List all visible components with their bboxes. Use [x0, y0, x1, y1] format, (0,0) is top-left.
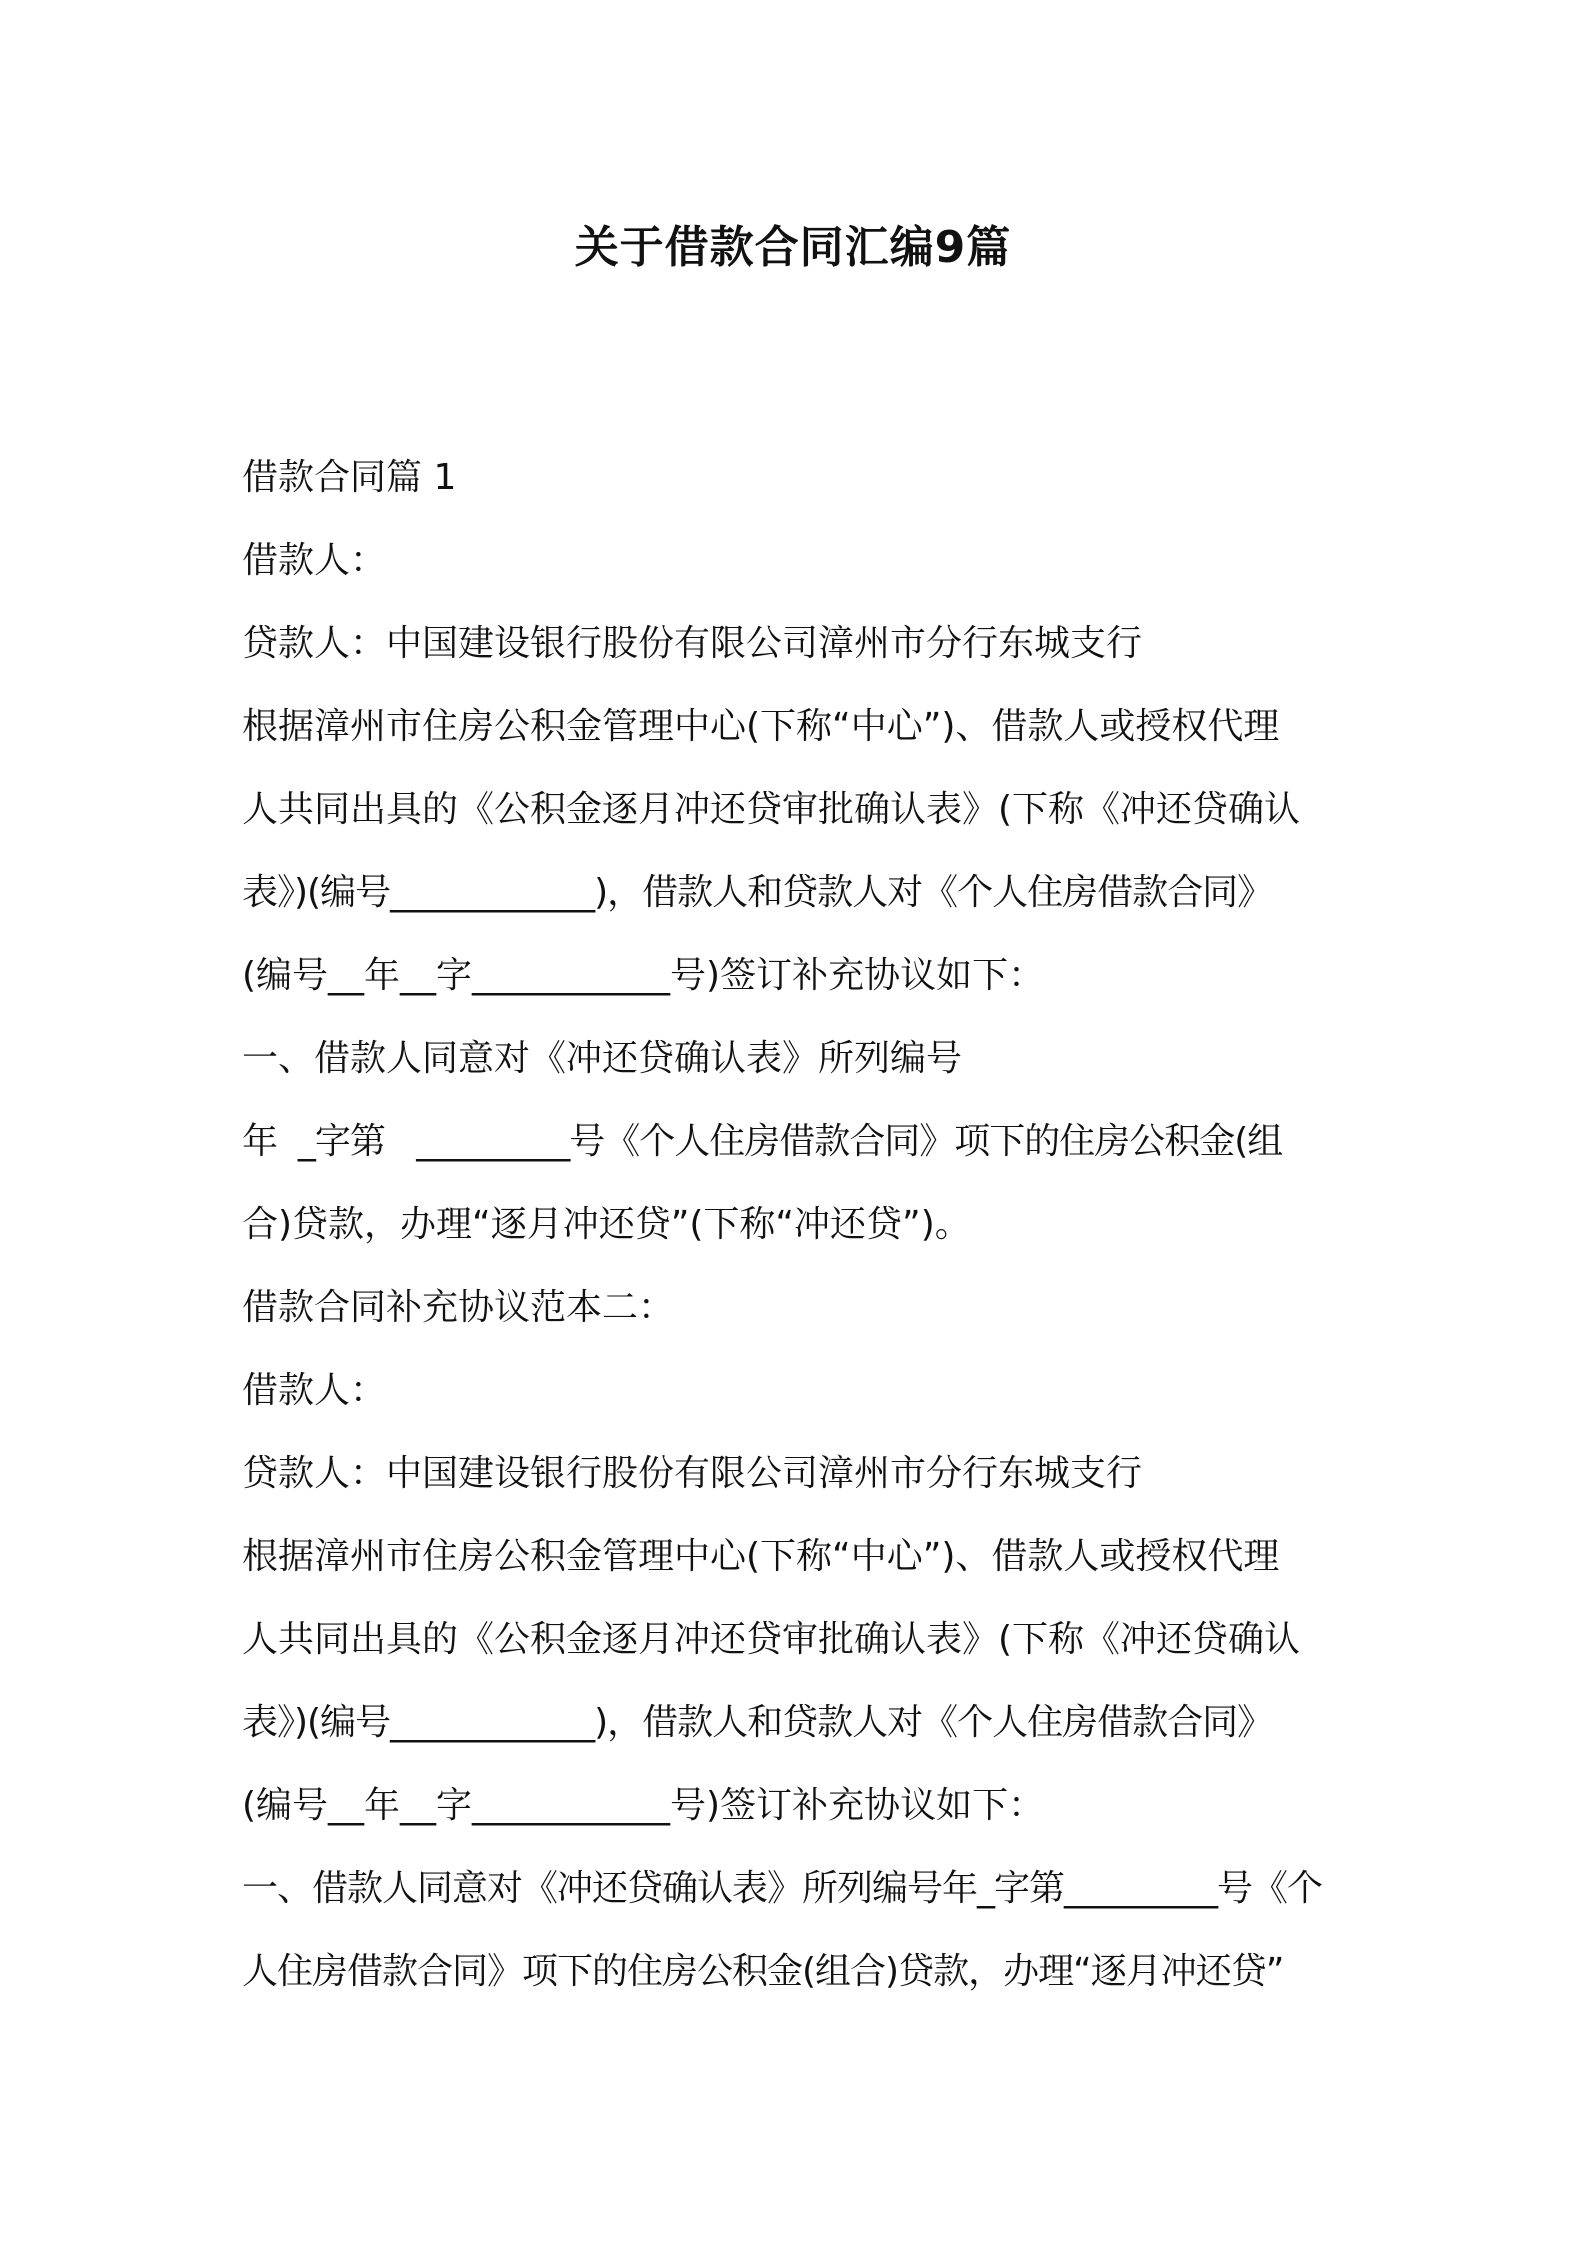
section-heading: 借款合同篇 1: [242, 457, 457, 498]
paragraph-line: 根据漳州市住房公积金管理中心(下称“中心”)、借款人或授权代理: [242, 1536, 1280, 1577]
borrower-line: 借款人：: [242, 1370, 387, 1411]
paragraph-line: (编号__年__字___________号)签订补充协议如下：: [242, 1785, 1045, 1826]
document-title: 关于借款合同汇编9篇: [574, 222, 1012, 273]
clause-line: 年 _字第 _________号《个人住房借款合同》项下的住房公积金(组: [242, 1121, 1283, 1162]
borrower-line: 借款人：: [242, 540, 387, 581]
paragraph-line: 人共同出具的《公积金逐月冲还贷审批确认表》(下称《冲还贷确认: [242, 1619, 1301, 1660]
paragraph-line: (编号__年__字___________号)签订补充协议如下：: [242, 955, 1045, 996]
paragraph-line: 根据漳州市住房公积金管理中心(下称“中心”)、借款人或授权代理: [242, 706, 1280, 747]
clause-line: 一、借款人同意对《冲还贷确认表》所列编号年_字第_________号《个: [242, 1868, 1323, 1909]
paragraph-line: 表》)(编号____________)，借款人和贷款人对《个人住房借款合同》: [242, 872, 1273, 913]
paragraph-line: 人共同出具的《公积金逐月冲还贷审批确认表》(下称《冲还贷确认: [242, 789, 1301, 830]
paragraph-line: 表》)(编号____________)，借款人和贷款人对《个人住房借款合同》: [242, 1702, 1273, 1743]
lender-line: 贷款人：中国建设银行股份有限公司漳州市分行东城支行: [242, 1453, 1143, 1494]
clause-line: 人住房借款合同》项下的住房公积金(组合)贷款，办理“逐月冲还贷”: [242, 1951, 1284, 1992]
clause-line: 合)贷款，办理“逐月冲还贷”(下称“冲还贷”)。: [242, 1204, 971, 1245]
clause-line: 一、借款人同意对《冲还贷确认表》所列编号: [242, 1038, 963, 1079]
document-body: [242, 448, 1362, 2025]
section-heading: 借款合同补充协议范本二：: [242, 1287, 675, 1328]
lender-line: 贷款人：中国建设银行股份有限公司漳州市分行东城支行: [242, 623, 1143, 664]
